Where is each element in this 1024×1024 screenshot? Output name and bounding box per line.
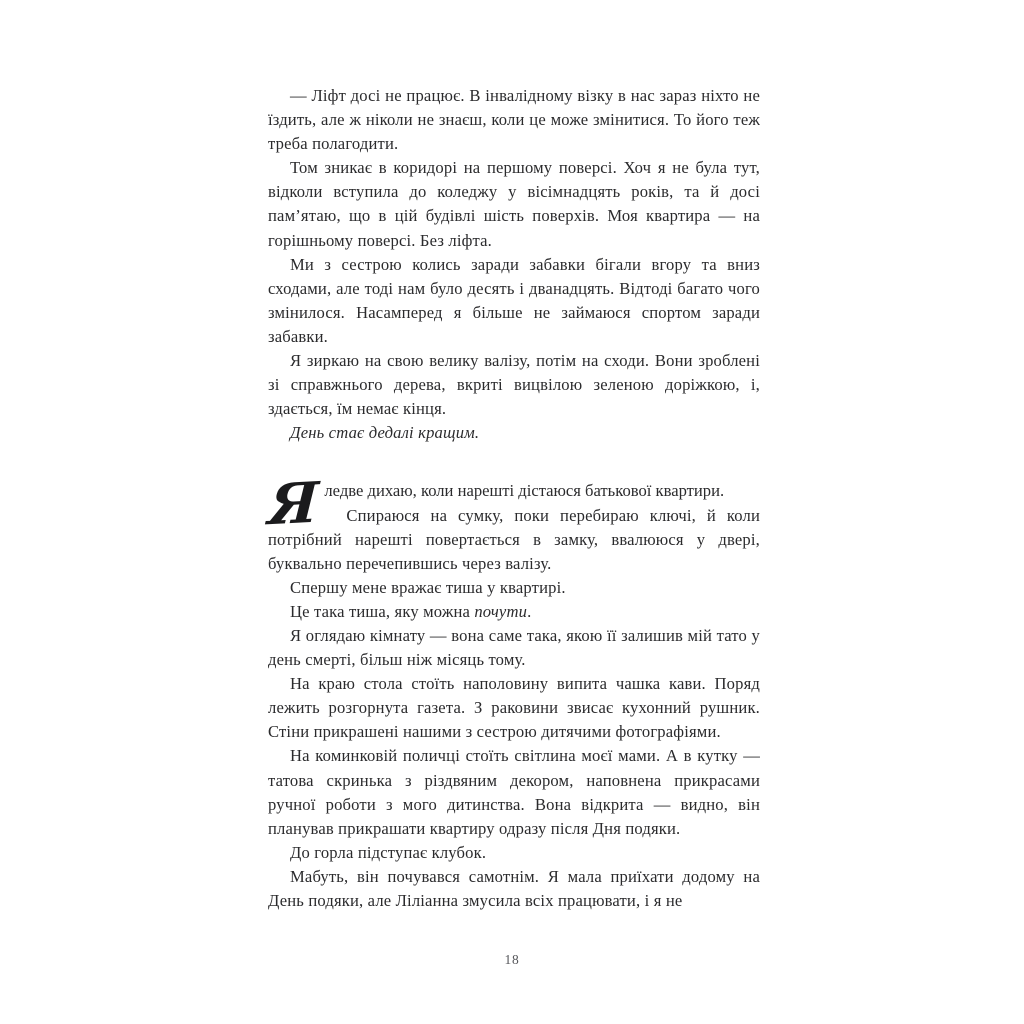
dropcap-paragraph-text: ледве дихаю, коли нарешті дістаюся батькової квартири. [324,481,725,501]
page-text-block [268,84,760,913]
paragraph: Спираюся на сумку, поки перебираю ключі, й коли потрібний нарешті повертається в замку, ввалююся у двері, буквально перечепившись через валізу. [268,505,760,573]
paragraph: Спершу мене вражає тиша у квартирі. [290,577,566,597]
drop-cap-letter: Я [266,470,320,539]
paragraph: Я оглядаю кімнату — вона саме така, якою її залишив мій тато у день смерті, більш ніж місяць тому. [268,625,760,670]
paragraph-text-before-italic: Це така тиша, яку можна [290,601,475,621]
section-break [268,445,760,479]
paragraph: На краю стола стоїть наполовину випита чашка кави. Поряд лежить розгорнута газета. З раковини звисає кухонний рушник. Стіни прикрашені нашими з сестрою дитячими фотографіями. [268,674,760,742]
italic-word: почути [474,601,528,621]
paragraph: Я зиркаю на свою велику валізу, потім на сходи. Вони зроблені зі справжнього дерева, вкриті вицвілою зеленою доріжкою, і, здається, їм немає кінця. [268,351,760,419]
paragraph: На коминковій поличці стоїть світлина моєї мами. А в кутку — татова скринька з різдвяним декором, наповнена прикрасами ручної роботи з мого дитинства. Вона відкрита — видно, він планував прикрашати квартиру одразу після Дня подяки. [268,746,760,838]
paragraph: До горла підступає клубок. [290,842,487,862]
paragraph: Ми з сестрою колись заради забавки бігали вгору та вниз сходами, але тоді нам було десять і дванадцять. Відтоді багато чого змінилося. Насамперед я більше не займаюся спортом заради забавки. [268,254,760,346]
paragraph: Том зникає в коридорі на першому поверсі. Хоч я не була тут, відколи вступила до коледжу у вісімнадцять років, та й досі пам’ятаю, що в цій будівлі шість поверхів. Моя квартира — на горішньому поверсі. Без ліфта. [268,158,760,250]
paragraph-text-after-italic: . [527,601,532,621]
paragraph-with-italic [268,600,760,624]
page-number: 18 [504,952,520,967]
italic-emphasis-line: День стає дедалі кращим. [290,423,480,443]
paragraph: Мабуть, він почувався самотнім. Я мала приїхати додому на День подяки, але Ліліанна змусила всіх працювати, і я не [268,866,760,910]
paragraph: — Ліфт досі не працює. В інвалідному візку в нас зараз ніхто не їздить, але ж ніколи не знаєш, коли це може змінитися. То його теж треба полагодити. [268,86,760,154]
